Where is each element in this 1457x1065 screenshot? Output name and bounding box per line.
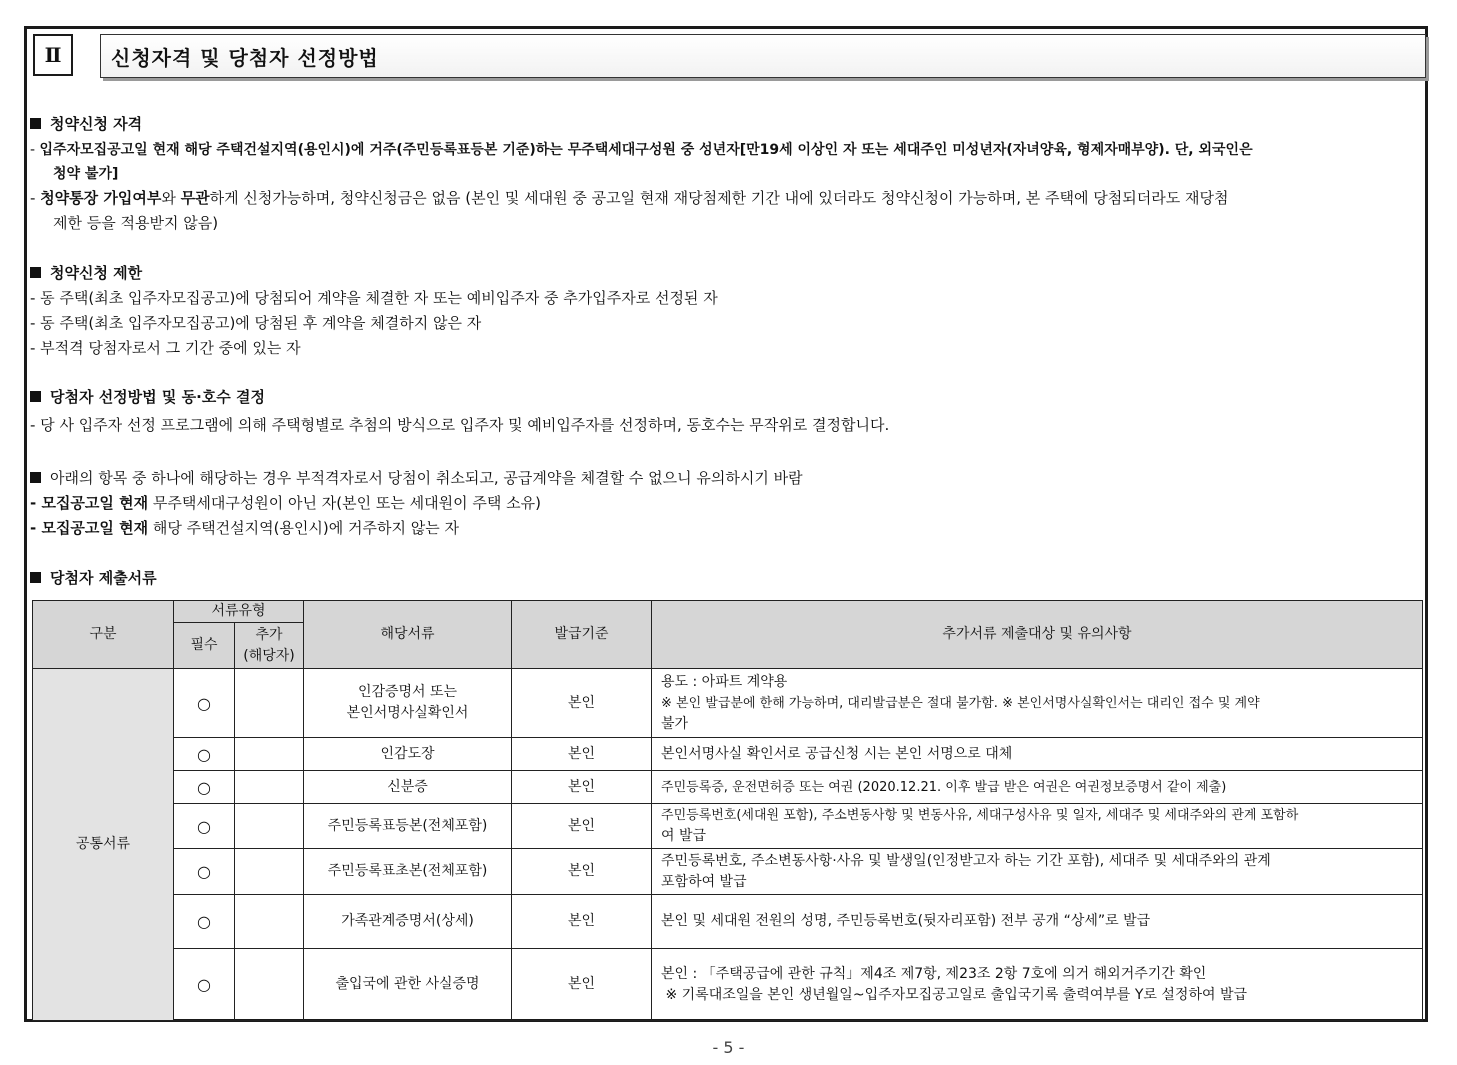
notes-cell: 본인 : 「주택공급에 관한 규칙」제4조 제7항, 제23조 2항 7호에 의거 해외거주기간 확인 ※ 기록대조일을 본인 생년월일~입주자모집공고일로 출입국기록 출력여부를 Y로 설정하여 발급: [652, 949, 1423, 1021]
eligibility-item-1-cont: 청약 불가]: [53, 166, 119, 182]
header-doc-type: 서류유형: [174, 601, 304, 623]
disqualification-heading: 아래의 항목 중 하나에 해당하는 경우 부적격자로서 당첨이 취소되고, 공급계약을 체결할 수 없으니 유의하시기 바람: [30, 468, 803, 488]
notes-cell: 주민등록증, 운전면허증 또는 여권 (2020.12.21. 이후 발급 받은 여권은 여권정보증명서 같이 제출): [652, 771, 1423, 804]
table-row: [33, 738, 1423, 771]
required-mark: ○: [174, 895, 235, 949]
documents-table: [32, 600, 1423, 1021]
document-name: 인감도장: [304, 738, 512, 771]
issue-basis: 본인: [512, 849, 652, 895]
issue-basis: 본인: [512, 738, 652, 771]
additional-mark: [235, 849, 304, 895]
required-mark: ○: [174, 669, 235, 738]
square-bullet-icon: [30, 572, 41, 583]
additional-mark: [235, 738, 304, 771]
restriction-item: - 동 주택(최초 입주자모집공고)에 당첨되어 계약을 체결한 자 또는 예비입주자 중 추가입주자로 선정된 자: [30, 289, 718, 307]
eligibility-item-1: - 입주자모집공고일 현재 해당 주택건설지역(용인시)에 거주(주민등록표등본 기준)하는 무주택세대구성원 중 성년자[만19세 이상인 자 또는 세대주인 미성년자(자녀양육, 형제자매부양). 단, 외국인은: [30, 142, 1253, 158]
table-row: [33, 669, 1423, 738]
table-row: [33, 804, 1423, 849]
document-name: 주민등록표초본(전체포함): [304, 849, 512, 895]
group-label: 공통서류: [33, 669, 174, 1021]
selection-item: - 당 사 입주자 선정 프로그램에 의해 주택형별로 추첨의 방식으로 입주자 및 예비입주자를 선정하며, 동호수는 무작위로 결정합니다.: [30, 416, 890, 434]
documents-heading: 당첨자 제출서류: [30, 568, 157, 588]
additional-mark: [235, 669, 304, 738]
additional-mark: [235, 771, 304, 804]
section-title: 신청자격 및 당첨자 선정방법: [100, 34, 1426, 78]
table-row: [33, 771, 1423, 804]
header-document: 해당서류: [304, 601, 512, 669]
table-row: [33, 949, 1423, 1021]
additional-mark: [235, 895, 304, 949]
issue-basis: 본인: [512, 669, 652, 738]
issue-basis: 본인: [512, 771, 652, 804]
issue-basis: 본인: [512, 895, 652, 949]
notes-cell: 주민등록번호, 주소변동사항·사유 및 발생일(인정받고자 하는 기간 포함), 세대주 및 세대주와의 관계 포함하여 발급: [652, 849, 1423, 895]
required-mark: ○: [174, 804, 235, 849]
additional-mark: [235, 949, 304, 1021]
eligibility-heading: 청약신청 자격: [30, 114, 142, 134]
square-bullet-icon: [30, 267, 41, 278]
page-number: - 5 -: [712, 1038, 745, 1057]
table-row: [33, 895, 1423, 949]
additional-mark: [235, 804, 304, 849]
issue-basis: 본인: [512, 949, 652, 1021]
notes-cell: 용도 : 아파트 계약용 ※ 본인 발급분에 한해 가능하며, 대리발급분은 절대 불가함. ※ 본인서명사실확인서는 대리인 접수 및 계약 불가: [652, 669, 1423, 738]
header-required: 필수: [174, 623, 235, 669]
restriction-item: - 동 주택(최초 입주자모집공고)에 당첨된 후 계약을 체결하지 않은 자: [30, 314, 482, 332]
document-name: 출입국에 관한 사실증명: [304, 949, 512, 1021]
restriction-item: - 부적격 당첨자로서 그 기간 중에 있는 자: [30, 339, 301, 357]
section-number: Ⅱ: [33, 34, 73, 76]
table-row: [33, 849, 1423, 895]
notes-cell: 본인서명사실 확인서로 공급신청 시는 본인 서명으로 대체: [652, 738, 1423, 771]
notes-cell: 주민등록번호(세대원 포함), 주소변동사항 및 변동사유, 세대구성사유 및 일자, 세대주 및 세대주와의 관계 포함하 여 발급: [652, 804, 1423, 849]
restriction-heading: 청약신청 제한: [30, 263, 142, 283]
document-name: 가족관계증명서(상세): [304, 895, 512, 949]
eligibility-item-2: - 청약통장 가입여부와 무관하게 신청가능하며, 청약신청금은 없음 (본인 및 세대원 중 공고일 현재 재당첨제한 기간 내에 있더라도 청약신청이 가능하며, 본 주택에 당첨되더라도 재당첨: [30, 189, 1229, 207]
square-bullet-icon: [30, 391, 41, 402]
eligibility-item-2-cont: 제한 등을 적용받지 않음): [53, 214, 219, 232]
notes-cell: 본인 및 세대원 전원의 성명, 주민등록번호(뒷자리포함) 전부 공개 “상세”로 발급: [652, 895, 1423, 949]
required-mark: ○: [174, 949, 235, 1021]
required-mark: ○: [174, 771, 235, 804]
selection-heading: 당첨자 선정방법 및 동·호수 결정: [30, 387, 265, 407]
disqualification-item: - 모집공고일 현재 무주택세대구성원이 아닌 자(본인 또는 세대원이 주택 소유): [30, 494, 541, 512]
document-name: 신분증: [304, 771, 512, 804]
document-name: 인감증명서 또는 본인서명사실확인서: [304, 669, 512, 738]
disqualification-item: - 모집공고일 현재 해당 주택건설지역(용인시)에 거주하지 않는 자: [30, 519, 459, 537]
required-mark: ○: [174, 849, 235, 895]
header-category: 구분: [33, 601, 174, 669]
header-notes: 추가서류 제출대상 및 유의사항: [652, 601, 1423, 669]
header-issue-basis: 발급기준: [512, 601, 652, 669]
issue-basis: 본인: [512, 804, 652, 849]
square-bullet-icon: [30, 472, 41, 483]
header-additional: 추가 (해당자): [235, 623, 304, 669]
required-mark: ○: [174, 738, 235, 771]
square-bullet-icon: [30, 118, 41, 129]
document-name: 주민등록표등본(전체포함): [304, 804, 512, 849]
